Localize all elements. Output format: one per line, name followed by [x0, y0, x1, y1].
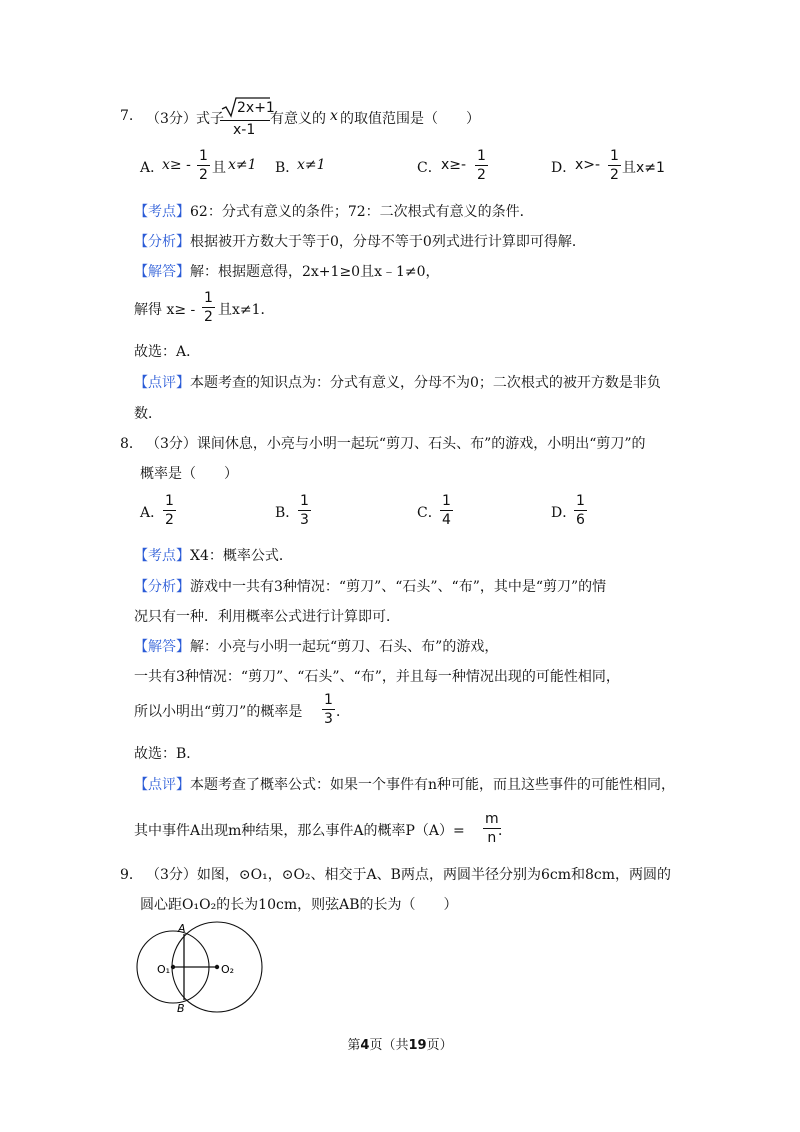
q8-fenxi-tag: 【分析】 [134, 579, 190, 595]
q7-answer: 故选：A． [134, 344, 201, 360]
footer-page-mid: 页（共 [369, 1038, 409, 1053]
q7-fraction-bar [220, 120, 270, 121]
label-b: B [177, 1002, 185, 1015]
q8-option-a-den: 2 [165, 512, 174, 528]
q8-option-d-num: 1 [576, 493, 585, 509]
q7-jieda-text: 解：根据题意得，2x+1≥0且x﹣1≠0， [190, 264, 440, 280]
q8-jieda-text: 解：小亮与小明一起玩“剪刀、石头、布”的游戏， [190, 639, 499, 655]
q8-answer: 故选：B． [134, 746, 201, 762]
q7-option-a-pre: x≥ - [162, 157, 191, 173]
q7-option-d-fraction [608, 147, 621, 184]
q8-stem-line1: （3分）课间休息，小亮与小明一起玩“剪刀、石头、布”的游戏，小明出“剪刀”的 [146, 436, 646, 452]
q8-formula-den: n [487, 830, 497, 846]
q8-jieda-line3-pre: 所以小明出“剪刀”的概率是 [134, 704, 303, 720]
q8-option-d-label: D． [551, 505, 577, 521]
q8-option-a-label: A． [140, 505, 165, 521]
q8-jieda-line3-post: ． [336, 704, 350, 720]
q8-kaodian-tag: 【考点】 [134, 548, 190, 564]
q8-kaodian-text: X4：概率公式． [190, 548, 293, 564]
q7-jiede-den: 2 [204, 309, 213, 325]
footer-page-post: 页） [426, 1038, 453, 1053]
footer-page-number: 4 [360, 1038, 370, 1053]
q8-answer-fraction [322, 691, 335, 728]
q7-option-a-num: 1 [199, 148, 208, 164]
q7-jiede-post: 且x≠1． [218, 302, 275, 318]
q8-answer-den: 3 [324, 711, 333, 727]
q9-stem-line2: 圆心距O₁O₂的长为10cm，则弦AB的长为（ ） [140, 897, 458, 913]
point-o1 [171, 965, 175, 969]
q7-stem-post-a: 有意义的 [270, 111, 326, 127]
q9-stem-line1: （3分）如图，⊙O₁，⊙O₂、相交于A、B两点，两圆半径分别为6cm和8cm，两圆的 [146, 867, 671, 883]
q7-fenxi-tag: 【分析】 [134, 234, 190, 250]
q8-option-c-fraction [440, 492, 453, 529]
q7-stem-pre: 式子 [196, 111, 224, 127]
q8-number: 8． [120, 436, 143, 452]
q7-fenxi-text: 根据被开方数大于等于0，分母不等于0列式进行计算即可得解． [190, 234, 586, 250]
q8-dianping-text2: 其中事件A出现m种结果，那么事件A的概率P（A）= [134, 823, 465, 839]
q8-formula-num: m [485, 811, 499, 827]
q8-stem-line2: 概率是（ ） [140, 466, 238, 482]
q8-option-a-fraction [163, 492, 176, 529]
label-o2: O₂ [221, 963, 235, 976]
q7-option-a-fraction [197, 147, 210, 184]
q7-option-d-den: 2 [610, 167, 619, 183]
footer-page-total: 19 [408, 1038, 427, 1053]
q7-jiede-fraction [202, 289, 215, 326]
q7-option-d-label: D． [551, 160, 577, 176]
q7-option-c-num: 1 [477, 148, 486, 164]
q8-fenxi-text1: 游戏中一共有3种情况：“剪刀”、“石头”、“布”，其中是“剪刀”的情 [190, 579, 607, 595]
q7-dianping-text1: 本题考查的知识点为：分式有意义，分母不为0；二次根式的被开方数是非负 [190, 375, 661, 391]
q7-dianping-tag: 【点评】 [134, 375, 190, 391]
q7-var-x: x [330, 108, 338, 124]
q7-radicand: 2x+1 [237, 100, 275, 116]
q7-jiede-pre: 解得 x≥ - [134, 302, 196, 318]
q8-option-c-den: 4 [442, 512, 451, 528]
q8-dianping-text1: 本题考查了概率公式：如果一个事件有n种可能，而且这些事件的可能性相同， [190, 777, 676, 793]
footer-page-pre: 第 [347, 1038, 361, 1053]
q7-number: 7. [120, 108, 134, 124]
q7-jieda-tag: 【解答】 [134, 264, 190, 280]
q8-option-d-fraction [574, 492, 587, 529]
q7-kaodian-text: 62：分式有意义的条件；72：二次根式有意义的条件． [190, 204, 534, 220]
q7-option-c-label: C． [417, 160, 442, 176]
q8-jieda-tag: 【解答】 [134, 639, 190, 655]
q8-option-c-label: C． [417, 505, 442, 521]
q7-kaodian-tag: 【考点】 [134, 204, 190, 220]
q8-formula-post: ． [498, 823, 512, 839]
q7-option-a-mid: 且 [212, 160, 226, 176]
q7-option-b-label: B． [275, 160, 300, 176]
q7-option-a-post: x≠1 [228, 157, 257, 173]
q7-stem-post-b: 的取值范围是（ ） [340, 111, 480, 127]
q7-option-a-den: 2 [199, 167, 208, 183]
label-o1: O₁ [157, 963, 171, 976]
q8-option-d-den: 6 [576, 512, 585, 528]
q8-jieda-line2: 一共有3种情况：“剪刀”、“石头”、“布”，并且每一种情况出现的可能性相同， [134, 669, 620, 685]
q9-number: 9． [120, 867, 143, 883]
q7-option-d-num: 1 [610, 148, 619, 164]
label-a: A [178, 922, 186, 935]
q8-dianping-tag: 【点评】 [134, 777, 190, 793]
intersecting-circles-figure [135, 920, 270, 1015]
q8-option-b-fraction [298, 492, 311, 529]
q7-score: （3分） [146, 111, 197, 127]
q7-jiede-num: 1 [204, 290, 213, 306]
q7-dianping-text2: 数． [134, 406, 162, 422]
q7-option-a-label: A． [140, 160, 165, 176]
q8-option-a-num: 1 [165, 493, 174, 509]
q8-fenxi-text2: 况只有一种．利用概率公式进行计算即可． [134, 609, 400, 625]
q8-option-b-den: 3 [300, 512, 309, 528]
q7-option-b-text: x≠1 [297, 157, 326, 173]
q8-answer-num: 1 [324, 692, 333, 708]
q7-option-d-pre: x>- [575, 157, 601, 173]
q7-option-d-post: 且x≠1 [622, 160, 665, 176]
page-footer [0, 1034, 800, 1053]
q7-expr-den: x-1 [233, 122, 256, 138]
q8-option-b-label: B． [275, 505, 300, 521]
point-o2 [215, 965, 219, 969]
q7-option-c-pre: x≥- [441, 157, 467, 173]
q8-option-b-num: 1 [300, 493, 309, 509]
q7-option-c-den: 2 [477, 167, 486, 183]
q7-option-c-fraction [475, 147, 488, 184]
q8-option-c-num: 1 [442, 493, 451, 509]
